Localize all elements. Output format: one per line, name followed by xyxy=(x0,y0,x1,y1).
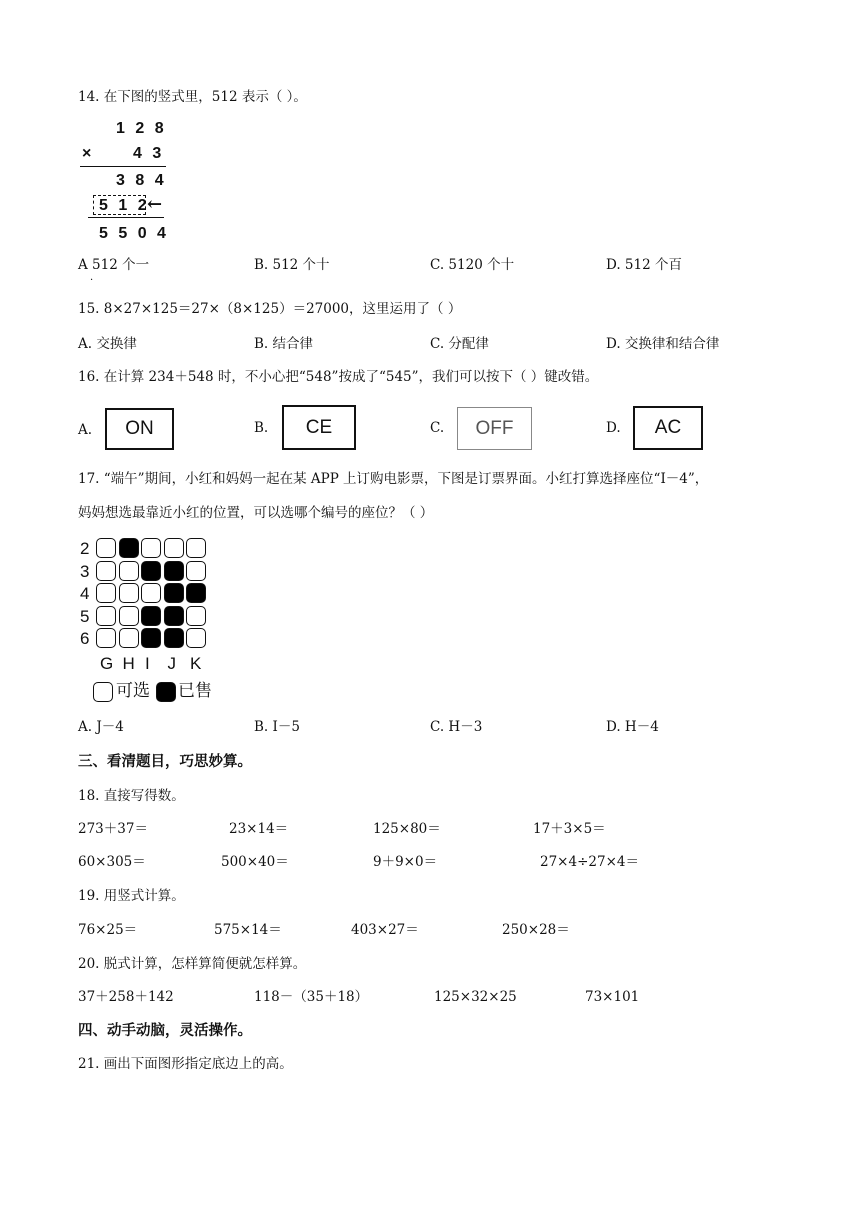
ce-key-button[interactable]: CE xyxy=(282,405,356,450)
sold-seat-icon xyxy=(156,682,176,702)
seat-available[interactable] xyxy=(141,538,161,558)
q17-option-c[interactable]: C. H－3 xyxy=(430,719,483,735)
q18-item: 17＋3×5＝ xyxy=(533,821,606,837)
q14-option-d[interactable]: D. 512 个百 xyxy=(606,257,682,273)
q14-option-b[interactable]: B. 512 个十 xyxy=(254,257,330,273)
q15-stem: 15. 8×27×125＝27×（8×125）＝27000，这里运用了（ ） xyxy=(78,301,462,317)
seat-row-label: 2 xyxy=(80,539,90,558)
calc-operator: × xyxy=(82,145,92,162)
seat-available[interactable] xyxy=(141,583,161,603)
q19-item: 250×28＝ xyxy=(502,922,570,938)
q20-item: 125×32×25 xyxy=(434,989,517,1005)
q14-option-a[interactable]: A 512 个一 xyxy=(78,257,150,273)
calc-line-2: 4 3 xyxy=(133,145,165,162)
seat-column-label: G xyxy=(100,653,114,673)
calc-rule-2 xyxy=(88,217,164,218)
seat-available[interactable] xyxy=(186,628,206,648)
q18-item: 273＋37＝ xyxy=(78,821,148,837)
seat-available[interactable] xyxy=(119,628,139,648)
seat-available[interactable] xyxy=(96,606,116,626)
q15-option-b[interactable]: B. 结合律 xyxy=(254,336,314,352)
seat-sold xyxy=(164,606,184,626)
ac-key-button[interactable]: AC xyxy=(633,406,703,450)
q18-item: 125×80＝ xyxy=(373,821,441,837)
seat-sold xyxy=(164,628,184,648)
seat-available[interactable] xyxy=(119,606,139,626)
on-key-button[interactable]: ON xyxy=(105,408,174,450)
q16-option-a-letter: A. xyxy=(78,422,93,438)
q16-stem: 16. 在计算 234＋548 时，不小心把“548”按成了“545”，我们可以按下（ ）键改错。 xyxy=(78,369,599,385)
q18-item: 9＋9×0＝ xyxy=(373,854,438,870)
q18-item: 27×4÷27×4＝ xyxy=(540,854,639,870)
q18-stem: 18. 直接写得数。 xyxy=(78,788,185,804)
seat-available[interactable] xyxy=(96,538,116,558)
q20-item: 73×101 xyxy=(585,989,640,1005)
q17-option-b[interactable]: B. I－5 xyxy=(254,719,300,735)
q17-stem-line-2: 妈妈想选最靠近小红的位置，可以选哪个编号的座位？（ ） xyxy=(78,505,434,521)
section-3-heading: 三、看清题目，巧思妙算。 xyxy=(78,753,252,770)
q18-item: 500×40＝ xyxy=(221,854,289,870)
q18-item: 23×14＝ xyxy=(229,821,289,837)
calc-line-3: 3 8 4 xyxy=(116,172,167,189)
q18-item: 60×305＝ xyxy=(78,854,146,870)
seat-available[interactable] xyxy=(119,583,139,603)
q17-option-d[interactable]: D. H－4 xyxy=(606,719,659,735)
q21-stem: 21. 画出下面图形指定底边上的高。 xyxy=(78,1056,293,1072)
seat-available[interactable] xyxy=(96,583,116,603)
q19-item: 76×25＝ xyxy=(78,922,138,938)
q19-item: 403×27＝ xyxy=(351,922,419,938)
seat-available[interactable] xyxy=(119,561,139,581)
q16-option-c-letter: C. xyxy=(430,420,445,436)
seat-available[interactable] xyxy=(96,561,116,581)
legend-available-label: 可选 xyxy=(116,681,150,701)
q15-option-d[interactable]: D. 交换律和结合律 xyxy=(606,336,720,352)
q17-option-a[interactable]: A. J－4 xyxy=(78,719,124,735)
available-seat-icon xyxy=(93,682,113,702)
q20-item: 37＋258＋142 xyxy=(78,989,174,1005)
seat-column-label: K xyxy=(190,653,202,673)
legend-sold-label: 已售 xyxy=(178,681,212,701)
section-4-heading: 四、动手动脑，灵活操作。 xyxy=(78,1022,252,1039)
arrow-left-icon: ← xyxy=(147,194,163,215)
seat-row-label: 4 xyxy=(80,584,90,603)
seat-column-label: H xyxy=(122,653,135,673)
q20-item: 118－（35＋18） xyxy=(254,989,369,1005)
seat-sold xyxy=(141,561,161,581)
seat-row-label: 3 xyxy=(80,561,90,581)
q15-option-a[interactable]: A. 交换律 xyxy=(78,336,137,352)
q17-stem-line-1: 17. “端午”期间，小红和妈妈一起在某 APP 上订购电影票，下图是订票界面。小红打算选择座位“I－4”， xyxy=(78,471,709,487)
seat-sold xyxy=(141,606,161,626)
seat-available[interactable] xyxy=(186,538,206,558)
seat-available[interactable] xyxy=(96,628,116,648)
off-key-button[interactable]: OFF xyxy=(457,407,532,450)
seat-sold xyxy=(164,561,184,581)
seat-available[interactable] xyxy=(164,538,184,558)
calc-line-1: 1 2 8 xyxy=(116,120,167,137)
seat-available[interactable] xyxy=(186,561,206,581)
calc-line-5: 5 5 0 4 xyxy=(99,225,169,242)
seat-available[interactable] xyxy=(186,606,206,626)
seat-row-label: 5 xyxy=(80,606,90,626)
seat-column-label: J xyxy=(167,653,176,673)
seat-row-label: 6 xyxy=(80,629,90,648)
calc-rule-1 xyxy=(80,166,166,167)
seat-sold xyxy=(164,583,184,603)
q16-option-b-letter: B. xyxy=(254,420,269,436)
q16-option-d-letter: D. xyxy=(606,420,621,436)
q20-stem: 20. 脱式计算，怎样算简便就怎样算。 xyxy=(78,956,307,972)
calc-line-4: 5 1 2 xyxy=(99,197,150,214)
q14-stem: 14. 在下图的竖式里，512 表示（ ）。 xyxy=(78,89,307,105)
q14-option-c[interactable]: C. 5120 个十 xyxy=(430,257,515,273)
q19-stem: 19. 用竖式计算。 xyxy=(78,888,185,904)
stray-dot: · xyxy=(90,275,94,286)
seat-column-label: I xyxy=(145,653,150,673)
seat-sold xyxy=(119,538,139,558)
q19-item: 575×14＝ xyxy=(214,922,282,938)
q15-option-c[interactable]: C. 分配律 xyxy=(430,336,489,352)
seat-sold xyxy=(186,583,206,603)
seat-sold xyxy=(141,628,161,648)
